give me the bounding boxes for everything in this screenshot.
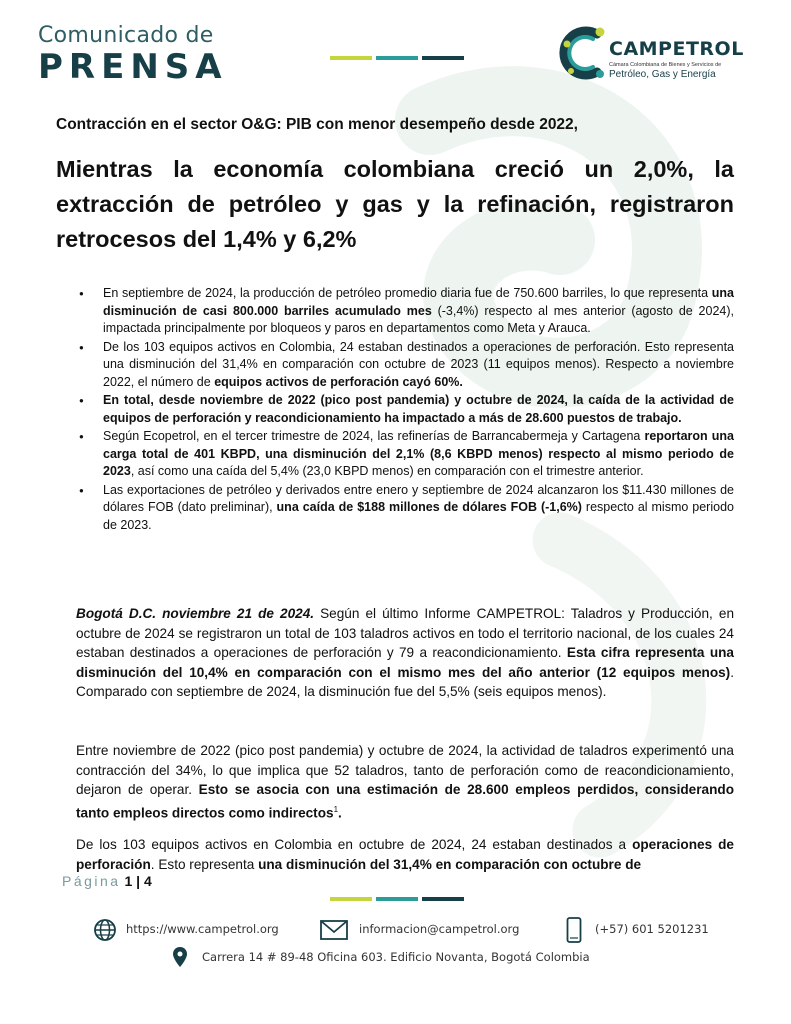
body-paragraph-1: Bogotá D.C. noviembre 21 de 2024. Según el último Informe CAMPETROL: Taladros y Producción, en octubre de 2024 se registraron un total de 103 taladros activos en todo el territorio nacional, de los cuales 24 estaban destinados a operaciones de perforación y 79 a reacondicionamiento. Esta cifra representa una disminución del 10,4% en comparación con el mismo mes del año anterior (12 equipos menos). Comparado con septiembre de 2024, la disminución fue del 5,5% (seis equipos menos). bbox=[76, 606, 735, 699]
phone-icon bbox=[566, 917, 582, 943]
press-subtitle: Contracción en el sector O&G: PIB con menor desempeño desde 2022, bbox=[56, 116, 578, 133]
page-word: Página bbox=[62, 873, 121, 889]
highlight-item: ● Según Ecopetrol, en el tercer trimestre de 2024, las refinerías de Barrancabermeja y Cartagena reportaron una carga total de 401 KBPD, una disminución del 2,1% (8,6 KBPD menos) respecto al mismo periodo de 2023, así como una caída del 5,4% (23,0 KBPD menos) en comparación con el trimestre anterior. bbox=[78, 428, 734, 481]
location-pin-icon bbox=[172, 946, 188, 968]
campetrol-logo bbox=[559, 24, 759, 84]
highlight-item: ● De los 103 equipos activos en Colombia, 24 estaban destinados a operaciones de perforación. Esto representa una disminución del 31,4% en comparación con octubre de 2023 (11 equipos menos). Respecto a noviembre 2022, el número de equipos activos de perforación cayó 60%. bbox=[78, 339, 734, 392]
header-color-bars bbox=[330, 47, 468, 65]
body-paragraph-2: Entre noviembre de 2022 (pico post pandemia) y octubre de 2024, la actividad de taladros experimentó una contracción del 34%, lo que implica que 52 taladros, tanto de perforación como de reacondicionamiento, dejaron de operar. Esto se asocia con una estimación de 28.600 empleos perdidos, considerando tanto empleos directos como indirectos$^1$. bbox=[76, 743, 734, 821]
highlight-item: ● En septiembre de 2024, la producción de petróleo promedio diaria fue de 750.600 barriles, lo que representa una disminución de casi 800.000 barriles acumulado mes (-3,4%) respecto al mes anterior (agosto de 2024), impactada principalmente por bloqueos y paros en departamentos como Meta y Arauca. bbox=[78, 285, 734, 338]
body-paragraph-3: De los 103 equipos activos en Colombia en octubre de 2024, 24 estaban destinados a operaciones de perforación. Esto representa una disminución del 31,4% en comparación con octubre de bbox=[76, 837, 734, 872]
footer-color-bars bbox=[330, 888, 468, 906]
address-text: Carrera 14 # 89-48 Oficina 603. Edificio Novanta, Bogotá Colombia bbox=[202, 950, 590, 964]
logo-tagline2: Petróleo, Gas y Energía bbox=[609, 69, 716, 80]
brand-line2: PRENSA bbox=[38, 47, 228, 87]
bar-navy bbox=[422, 897, 464, 901]
campetrol-c-icon bbox=[559, 24, 611, 82]
logo-tagline1: Cámara Colombiana de Bienes y Servicios de bbox=[609, 62, 722, 68]
bar-lime bbox=[330, 897, 372, 901]
bar-lime bbox=[330, 56, 372, 60]
phone-number[interactable]: (+57) 601 5201231 bbox=[595, 922, 709, 936]
bar-navy bbox=[422, 56, 464, 60]
dateline: Bogotá D.C. noviembre 21 de 2024. bbox=[76, 606, 315, 621]
comunicado-de-prensa-logo bbox=[38, 24, 228, 86]
page-number: Página 1 | 4 bbox=[62, 873, 152, 889]
highlight-item: ● En total, desde noviembre de 2022 (pico post pandemia) y octubre de 2024, la caída de la actividad de equipos de perforación y reacondicionamiento ha impactado a más de 28.600 puestos de trabajo. bbox=[78, 392, 734, 427]
highlight-item: ● Las exportaciones de petróleo y derivados entre enero y septiembre de 2024 alcanzaron los $11.430 millones de dólares FOB (dato preliminar), una caída de $188 millones de dólares FOB (-1,6%) respecto al mismo periodo de 2023. bbox=[78, 482, 734, 535]
brand-line1: Comunicado de bbox=[38, 23, 214, 48]
email-link[interactable]: informacion@campetrol.org bbox=[359, 922, 520, 936]
website-link[interactable]: https://www.campetrol.org bbox=[126, 922, 279, 936]
footnote-ref[interactable]: 1 bbox=[333, 804, 339, 814]
bar-teal bbox=[376, 897, 418, 901]
logo-name: CAMPETROL bbox=[609, 38, 744, 60]
bar-teal bbox=[376, 56, 418, 60]
mail-icon bbox=[320, 920, 348, 940]
globe-icon bbox=[93, 918, 117, 942]
highlights-list bbox=[78, 285, 734, 535]
press-headline: Mientras la economía colombiana creció un 2,0%, la extracción de petróleo y gas y la refinación, registraron retrocesos del 1,4% y 6,2% bbox=[56, 156, 734, 252]
